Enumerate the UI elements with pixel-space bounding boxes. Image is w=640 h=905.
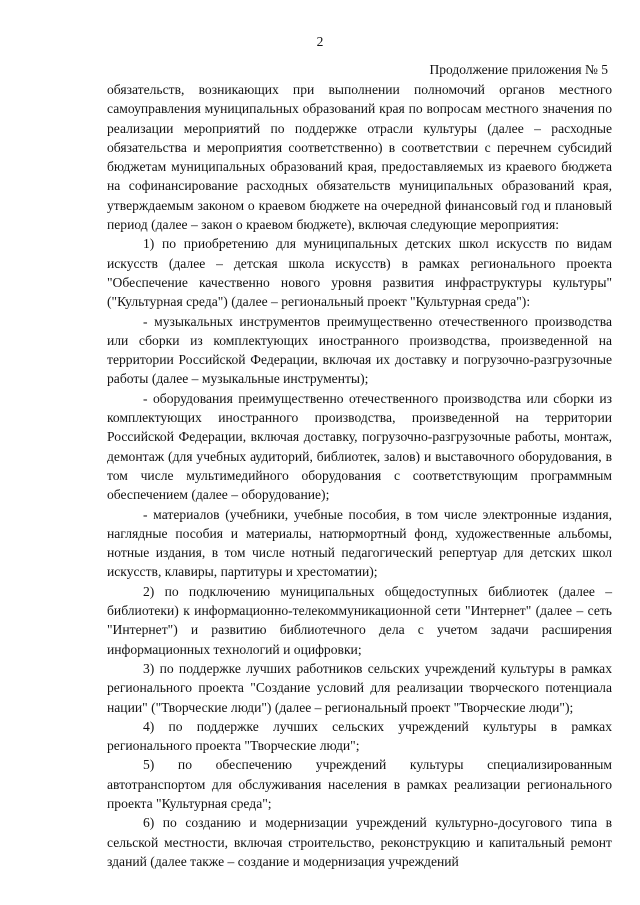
continuation-note: Продолжение приложения № 5 <box>429 62 608 77</box>
paragraph-7: 3) по поддержке лучших работников сельских учреждений культуры в рамках регионального проекта "Создание условий для реализации творческого потенциала нации" ("Творческие люди") (далее – региональный проект "Творческие люди"); <box>107 660 612 715</box>
paragraph-10: 6) по созданию и модернизации учреждений культурно-досугового типа в сельской местности, включая строительство, реконструкцию и капитальный ремонт зданий (далее также – создание и модернизация учреждений <box>107 815 612 869</box>
paragraph-1: обязательств, возникающих при выполнении полномочий органов местного самоуправления муниципальных образований края по вопросам местного значения по реализации мероприятий по поддержке отрасли культуры (далее – расходные обязательства и мероприятия соответственно) в соответствии с перечнем субсидий бюджетам муниципальных образований края, предоставляемых из краевого бюджета на софинансирование расходных обязательств муниципальных образований края, утверждаемым законом о краевом бюджете на очередной финансовый год и плановый период (далее – закон о краевом бюджете), включая следующие мероприятия: <box>107 82 612 233</box>
body-text <box>107 80 612 871</box>
paragraph-6: 2) по подключению муниципальных общедоступных библиотек (далее – библиотеки) к информационно-телекоммуникационной сети "Интернет" (далее – сеть "Интернет") и развитию библиотечного дела с учетом задачи расширения информационных технологий и оцифровки; <box>107 583 612 657</box>
page-number: 2 <box>316 34 324 49</box>
paragraph-3: - музыкальных инструментов преимущественно отечественного производства или сборки из комплектующих иностранного производства, произведенной на территории Российской Федерации, включая их доставку и погрузочно-разгрузочные работы (далее – музыкальные инструменты); <box>107 313 612 387</box>
paragraph-4: - оборудования преимущественно отечественного производства или сборки из комплектующих иностранного производства, произведенной на территории Российской Федерации, включая доставку, погрузочно-разгрузочные работы, монтаж, демонтаж (для учебных аудиторий, библиотек, залов) и выставочного оборудования, в том числе мультимедийного оборудования с соответствующим программным обеспечением (далее – оборудование); <box>107 390 612 503</box>
paragraph-5: - материалов (учебники, учебные пособия, в том числе электронные издания, наглядные пособия и материалы, натюрмортный фонд, художественные альбомы, нотные издания, в том числе нотный педагогический репертуар для детских школ искусств, клавиры, партитуры и хрестоматии); <box>107 506 612 580</box>
paragraph-9: 5) по обеспечению учреждений культуры специализированным автотранспортом для обслуживания населения в рамках реализации регионального проекта "Культурная среда"; <box>107 757 612 811</box>
paragraph-8: 4) по поддержке лучших сельских учреждений культуры в рамках регионального проекта "Творческие люди"; <box>107 718 612 754</box>
paragraph-2: 1) по приобретению для муниципальных детских школ искусств по видам искусств (далее – детская школа искусств) в рамках регионального проекта "Обеспечение качественно нового уровня развития инфраструктуры культуры" ("Культурная среда") (далее – региональный проект "Культурная среда"): <box>107 236 612 310</box>
